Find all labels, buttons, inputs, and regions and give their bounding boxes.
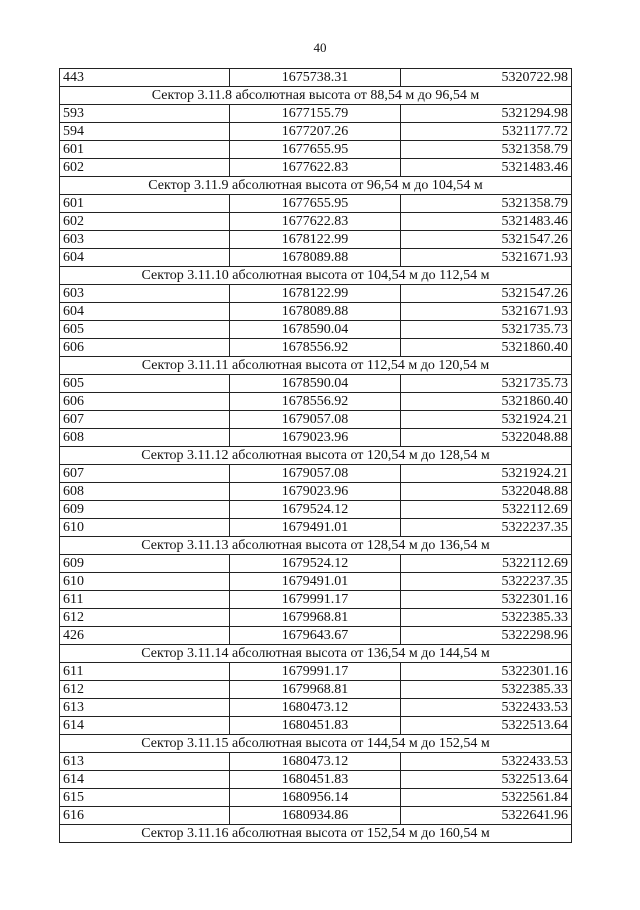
point-number-cell: 608 [60,429,230,447]
point-number-cell: 601 [60,195,230,213]
point-number-cell: 611 [60,591,230,609]
table-row [60,501,572,519]
table-row [60,519,572,537]
y-coordinate-cell: 5321547.26 [401,231,572,249]
table-row [60,231,572,249]
point-number-cell: 594 [60,123,230,141]
x-coordinate-cell: 1677655.95 [230,195,401,213]
sector-header: Сектор 3.11.13 абсолютная высота от 128,54 м до 136,54 м [60,537,572,555]
table-row [60,429,572,447]
x-coordinate-cell: 1678590.04 [230,375,401,393]
y-coordinate-cell: 5322385.33 [401,681,572,699]
sector-header-row [60,267,572,285]
sector-header: Сектор 3.11.10 абсолютная высота от 104,54 м до 112,54 м [60,267,572,285]
sector-header: Сектор 3.11.15 абсолютная высота от 144,54 м до 152,54 м [60,735,572,753]
point-number-cell: 605 [60,375,230,393]
x-coordinate-cell: 1679643.67 [230,627,401,645]
y-coordinate-cell: 5322237.35 [401,519,572,537]
point-number-cell: 613 [60,753,230,771]
table-row [60,105,572,123]
table-row [60,393,572,411]
point-number-cell: 603 [60,285,230,303]
table-row [60,339,572,357]
table-row [60,681,572,699]
x-coordinate-cell: 1680934.86 [230,807,401,825]
x-coordinate-cell: 1680451.83 [230,771,401,789]
point-number-cell: 607 [60,411,230,429]
point-number-cell: 609 [60,501,230,519]
y-coordinate-cell: 5321924.21 [401,411,572,429]
y-coordinate-cell: 5321860.40 [401,393,572,411]
x-coordinate-cell: 1679057.08 [230,465,401,483]
y-coordinate-cell: 5322513.64 [401,717,572,735]
table-row [60,663,572,681]
table-row [60,465,572,483]
table-row [60,627,572,645]
table-row [60,771,572,789]
table-row [60,699,572,717]
y-coordinate-cell: 5321735.73 [401,321,572,339]
point-number-cell: 443 [60,69,230,87]
table-row [60,483,572,501]
coordinates-table-body [60,69,572,843]
x-coordinate-cell: 1678089.88 [230,303,401,321]
point-number-cell: 609 [60,555,230,573]
table-row [60,555,572,573]
point-number-cell: 611 [60,663,230,681]
point-number-cell: 612 [60,681,230,699]
point-number-cell: 610 [60,573,230,591]
table-row [60,285,572,303]
y-coordinate-cell: 5322561.84 [401,789,572,807]
sector-header-row [60,537,572,555]
x-coordinate-cell: 1679968.81 [230,609,401,627]
x-coordinate-cell: 1677207.26 [230,123,401,141]
y-coordinate-cell: 5322112.69 [401,501,572,519]
table-row [60,807,572,825]
y-coordinate-cell: 5321860.40 [401,339,572,357]
point-number-cell: 603 [60,231,230,249]
y-coordinate-cell: 5321483.46 [401,159,572,177]
x-coordinate-cell: 1679524.12 [230,555,401,573]
table-row [60,375,572,393]
point-number-cell: 607 [60,465,230,483]
x-coordinate-cell: 1680451.83 [230,717,401,735]
y-coordinate-cell: 5322301.16 [401,663,572,681]
y-coordinate-cell: 5322513.64 [401,771,572,789]
point-number-cell: 606 [60,339,230,357]
x-coordinate-cell: 1679491.01 [230,519,401,537]
table-row [60,717,572,735]
y-coordinate-cell: 5322237.35 [401,573,572,591]
x-coordinate-cell: 1678556.92 [230,339,401,357]
y-coordinate-cell: 5322433.53 [401,699,572,717]
table-row [60,159,572,177]
coordinates-table [59,68,572,843]
table-row [60,303,572,321]
sector-header-row [60,645,572,663]
x-coordinate-cell: 1677622.83 [230,159,401,177]
point-number-cell: 604 [60,303,230,321]
point-number-cell: 601 [60,141,230,159]
point-number-cell: 608 [60,483,230,501]
point-number-cell: 426 [60,627,230,645]
x-coordinate-cell: 1678122.99 [230,231,401,249]
table-row [60,321,572,339]
y-coordinate-cell: 5322048.88 [401,429,572,447]
table-row [60,141,572,159]
sector-header-row [60,177,572,195]
x-coordinate-cell: 1679057.08 [230,411,401,429]
x-coordinate-cell: 1679991.17 [230,663,401,681]
x-coordinate-cell: 1677655.95 [230,141,401,159]
sector-header: Сектор 3.11.8 абсолютная высота от 88,54 м до 96,54 м [60,87,572,105]
point-number-cell: 606 [60,393,230,411]
point-number-cell: 615 [60,789,230,807]
sector-header-row [60,825,572,843]
point-number-cell: 616 [60,807,230,825]
sector-header-row [60,735,572,753]
x-coordinate-cell: 1675738.31 [230,69,401,87]
point-number-cell: 604 [60,249,230,267]
point-number-cell: 605 [60,321,230,339]
sector-header: Сектор 3.11.16 абсолютная высота от 152,54 м до 160,54 м [60,825,572,843]
x-coordinate-cell: 1677622.83 [230,213,401,231]
x-coordinate-cell: 1680956.14 [230,789,401,807]
y-coordinate-cell: 5321177.72 [401,123,572,141]
y-coordinate-cell: 5322385.33 [401,609,572,627]
table-row [60,591,572,609]
x-coordinate-cell: 1679524.12 [230,501,401,519]
point-number-cell: 614 [60,771,230,789]
x-coordinate-cell: 1678089.88 [230,249,401,267]
y-coordinate-cell: 5321483.46 [401,213,572,231]
y-coordinate-cell: 5322048.88 [401,483,572,501]
y-coordinate-cell: 5322433.53 [401,753,572,771]
x-coordinate-cell: 1679023.96 [230,483,401,501]
x-coordinate-cell: 1679023.96 [230,429,401,447]
point-number-cell: 593 [60,105,230,123]
y-coordinate-cell: 5321358.79 [401,141,572,159]
x-coordinate-cell: 1678556.92 [230,393,401,411]
y-coordinate-cell: 5322641.96 [401,807,572,825]
sector-header-row [60,87,572,105]
page-number: 40 [313,40,327,55]
table-row [60,411,572,429]
y-coordinate-cell: 5322298.96 [401,627,572,645]
point-number-cell: 602 [60,159,230,177]
sector-header-row [60,357,572,375]
table-row [60,753,572,771]
table-row [60,195,572,213]
table-row [60,69,572,87]
x-coordinate-cell: 1679991.17 [230,591,401,609]
table-row [60,573,572,591]
table-row [60,249,572,267]
y-coordinate-cell: 5322301.16 [401,591,572,609]
sector-header-row [60,447,572,465]
sector-header: Сектор 3.11.14 абсолютная высота от 136,54 м до 144,54 м [60,645,572,663]
table-row [60,789,572,807]
point-number-cell: 612 [60,609,230,627]
y-coordinate-cell: 5321294.98 [401,105,572,123]
sector-header: Сектор 3.11.9 абсолютная высота от 96,54 м до 104,54 м [60,177,572,195]
point-number-cell: 613 [60,699,230,717]
x-coordinate-cell: 1680473.12 [230,753,401,771]
table-row [60,213,572,231]
x-coordinate-cell: 1678590.04 [230,321,401,339]
table-row [60,123,572,141]
sector-header: Сектор 3.11.12 абсолютная высота от 120,54 м до 128,54 м [60,447,572,465]
y-coordinate-cell: 5320722.98 [401,69,572,87]
point-number-cell: 610 [60,519,230,537]
x-coordinate-cell: 1677155.79 [230,105,401,123]
y-coordinate-cell: 5321358.79 [401,195,572,213]
x-coordinate-cell: 1679968.81 [230,681,401,699]
point-number-cell: 614 [60,717,230,735]
x-coordinate-cell: 1678122.99 [230,285,401,303]
y-coordinate-cell: 5322112.69 [401,555,572,573]
x-coordinate-cell: 1679491.01 [230,573,401,591]
y-coordinate-cell: 5321547.26 [401,285,572,303]
table-row [60,609,572,627]
y-coordinate-cell: 5321924.21 [401,465,572,483]
y-coordinate-cell: 5321671.93 [401,249,572,267]
y-coordinate-cell: 5321735.73 [401,375,572,393]
sector-header: Сектор 3.11.11 абсолютная высота от 112,54 м до 120,54 м [60,357,572,375]
x-coordinate-cell: 1680473.12 [230,699,401,717]
y-coordinate-cell: 5321671.93 [401,303,572,321]
point-number-cell: 602 [60,213,230,231]
